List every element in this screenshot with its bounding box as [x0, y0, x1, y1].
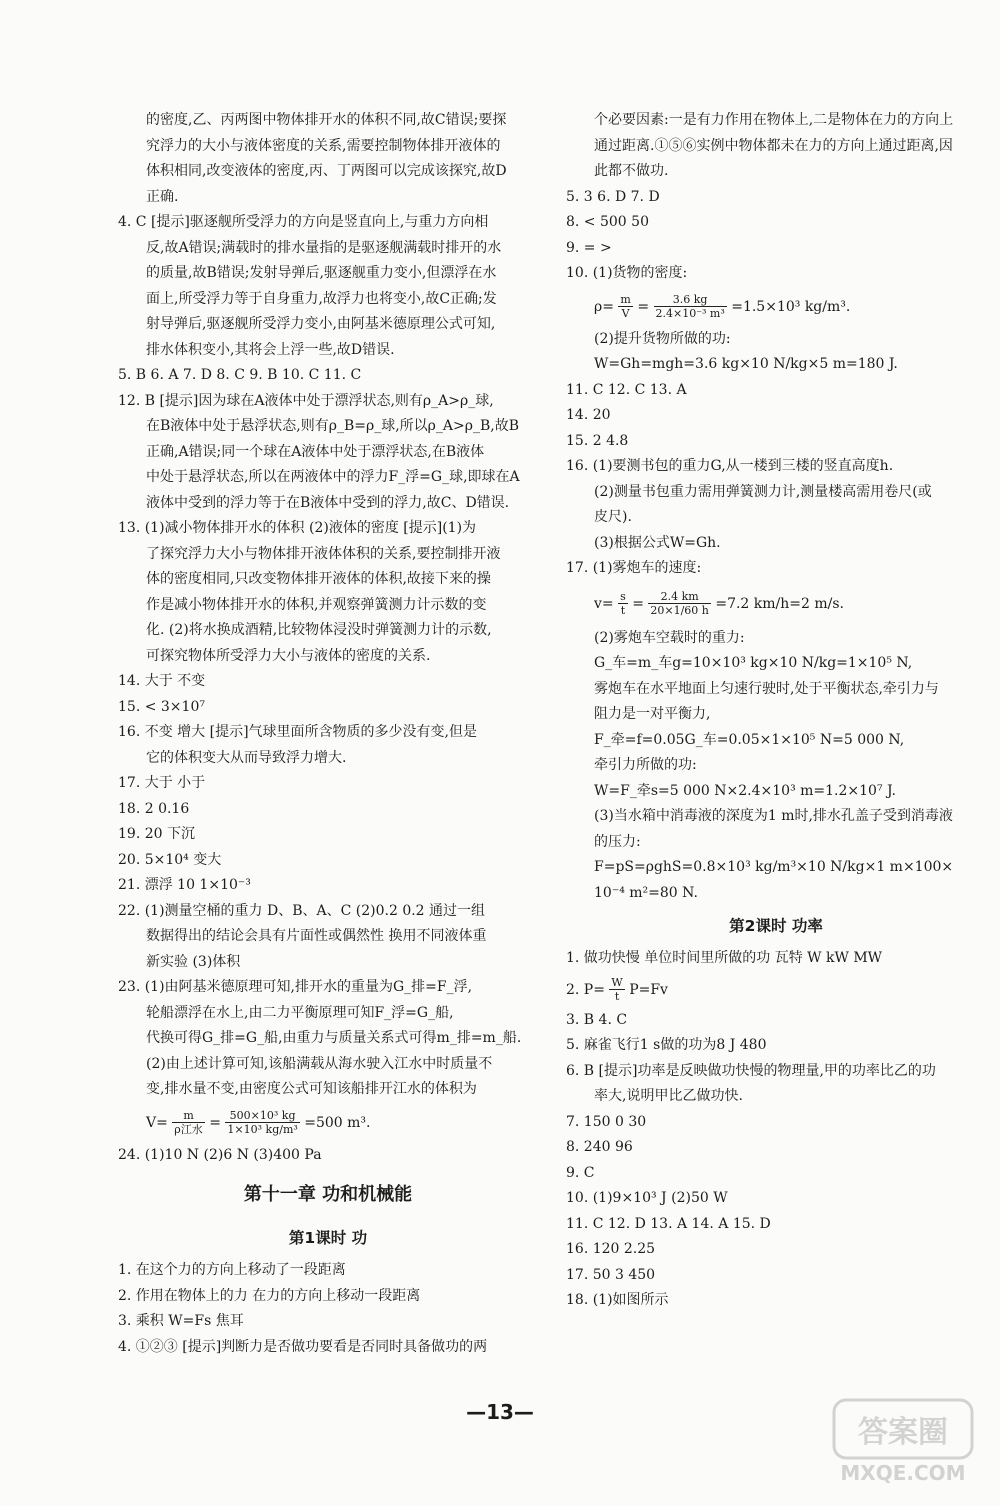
answer-line: 7. 150 0 30: [566, 1113, 647, 1130]
text-line: 它的体积变大从而导致浮力增大.: [146, 749, 347, 766]
answer-line: 18. 2 0.16: [118, 800, 190, 817]
text-line: (2)雾炮车空载时的重力:: [594, 629, 745, 646]
right-block-d: [566, 1008, 986, 1314]
text-line: (2)由上述计算可知,该船满载从海水驶入江水中时质量不: [146, 1055, 493, 1072]
text-line: 率大,说明甲比乙做功快.: [594, 1088, 743, 1104]
answer-line: 5. 3 6. D 7. D: [566, 188, 660, 205]
numerator: W: [611, 976, 623, 989]
formula-density: [566, 287, 986, 327]
answer-line: 19. 20 下沉: [118, 826, 195, 842]
text-line: F_牵=f=0.05G_车=0.05×1×10⁵ N=5 000 N,: [594, 731, 905, 748]
text-line: (3)根据公式W=Gh.: [594, 534, 721, 551]
text-line: G_车=m_车g=10×10³ kg×10 N/kg=1×10⁵ N,: [594, 655, 913, 671]
answer-line: 5. B 6. A 7. D 8. C 9. B 10. C 11. C: [118, 367, 362, 383]
fraction: [172, 1109, 204, 1136]
text-line: 阻力是一对平衡力,: [594, 706, 711, 722]
text-line: W=Gh=mgh=3.6 kg×10 N/kg×5 m=180 J.: [594, 356, 898, 372]
answer-line: 22. (1)测量空桶的重力 D、B、A、C (2)0.2 0.2 通过一组: [118, 902, 486, 919]
text-line: 雾炮车在水平地面上匀速行驶时,处于平衡状态,牵引力与: [594, 680, 939, 697]
fraction: [654, 293, 727, 320]
formula-text: 2. P=: [566, 981, 605, 998]
formula-text: v=: [594, 595, 614, 612]
left-block-b: [118, 210, 538, 1103]
numerator: 500×10³ kg: [225, 1109, 299, 1123]
text-line: 通过距离.①⑤⑥实例中物体都未在力的方向上通过距离,因: [594, 137, 953, 154]
answer-line: 4. C [提示]驱逐舰所受浮力的方向是竖直向上,与重力方向相: [118, 214, 489, 230]
text-line: 正确.: [146, 188, 179, 205]
numerator: 2.4 km: [648, 590, 711, 604]
text-line: 正确,A错误;同一个球在A液体中处于漂浮状态,在B液体: [146, 443, 485, 460]
answer-line: 20. 5×10⁴ 变大: [118, 851, 222, 868]
formula-power: [566, 972, 986, 1008]
svg-text:答案圈: 答案圈: [858, 1415, 948, 1450]
text-line: (2)提升货物所做的功:: [594, 330, 731, 347]
fraction: [618, 293, 632, 320]
fraction: [648, 590, 711, 617]
answer-line: 16. 不变 增大 [提示]气球里面所含物质的多少没有变,但是: [118, 724, 477, 740]
answer-line: 16. (1)要测书包的重力G,从一楼到三楼的竖直高度h.: [566, 458, 894, 474]
text-line: 射导弹后,驱逐舰所受浮力变小,由阿基米德原理公式可知,: [146, 316, 496, 332]
text-line: F=pS=ρghS=0.8×10³ kg/m³×10 N/kg×1 m×100×: [594, 859, 954, 875]
watermark-logo: [828, 1396, 978, 1488]
text-line: 个必要因素:一是有力作用在物体上,二是物体在力的方向上: [594, 112, 954, 128]
formula-text: =1.5×10³ kg/m³.: [731, 298, 851, 315]
formula-text: V=: [146, 1114, 168, 1131]
text-line: 此都不做功.: [594, 163, 669, 179]
answer-line: 9. C: [566, 1164, 595, 1181]
answer-line: 15. 2 4.8: [566, 432, 629, 449]
answer-line: 1. 在这个力的方向上移动了一段距离: [118, 1262, 346, 1278]
right-block-c: [566, 626, 986, 907]
formula-text: =7.2 km/h=2 m/s.: [715, 595, 844, 612]
text-line: 代换可得G_排=G_船,由重力与质量关系式可得m_排=m_船.: [146, 1030, 522, 1046]
denominator: ρ江水: [174, 1123, 203, 1136]
text-line: 体的密度相同,只改变物体排开液体的体积,故接下来的操: [146, 571, 491, 587]
text-line: 作是减小物体排开水的体积,并观察弹簧测力计示数的变: [146, 596, 487, 613]
answer-line: 17. 大于 小于: [118, 775, 206, 791]
denominator: t: [620, 604, 626, 617]
answer-line: 10. (1)9×10³ J (2)50 W: [566, 1190, 728, 1206]
text-line: W=F_牵s=5 000 N×2.4×10³ m=1.2×10⁷ J.: [594, 782, 896, 799]
answer-line: 3. B 4. C: [566, 1011, 628, 1028]
fraction: [225, 1109, 299, 1136]
answer-line: 14. 20: [566, 407, 611, 423]
formula-text: =: [632, 595, 644, 612]
fraction: [618, 590, 628, 617]
answer-line: 16. 120 2.25: [566, 1241, 656, 1257]
answer-line: 23. (1)由阿基米德原理可知,排开水的重量为G_排=F_浮,: [118, 979, 473, 995]
answer-line: 15. < 3×10⁷: [118, 698, 205, 715]
text-line: 反,故A错误;满载时的排水量指的是驱逐舰满载时排开的水: [146, 239, 502, 256]
lesson-title: 第2课时 功率: [729, 917, 823, 935]
numerator: s: [620, 590, 626, 603]
denominator: 1×10³ kg/m³: [227, 1123, 298, 1136]
chapter-title: 第十一章 功和机械能: [243, 1184, 413, 1205]
text-line: 面上,所受浮力等于自身重力,故浮力也将变小,故C正确;发: [146, 290, 497, 307]
text-line: 变,排水量不变,由密度公式可知该船排开江水的体积为: [146, 1081, 477, 1097]
answer-line: 3. 乘积 W=Fs 焦耳: [118, 1313, 244, 1329]
denominator: t: [614, 990, 620, 1003]
answer-line: 4. ①②③ [提示]判断力是否做功要看是否同时具备做功的两: [118, 1338, 488, 1355]
answer-line: 21. 漂浮 10 1×10⁻³: [118, 877, 251, 893]
text-line: 的质量,故B错误;发射导弹后,驱逐舰重力变小,但漂浮在水: [146, 265, 497, 281]
text-line: (3)当水箱中消毒液的深度为1 m时,排水孔盖子受到消毒液: [594, 808, 953, 824]
text-line: 究浮力的大小与液体密度的关系,需要控制物体排开液体的: [146, 137, 501, 154]
right-column: [566, 108, 986, 1314]
right-block-a: [566, 108, 986, 287]
text-line: 轮船漂浮在水上,由二力平衡原理可知F_浮=G_船,: [146, 1004, 454, 1021]
answer-line: 13. (1)减小物体排开水的体积 (2)液体的密度 [提示](1)为: [118, 520, 477, 536]
text-line: 的密度,乙、丙两图中物体排开水的体积不同,故C错误;要探: [146, 112, 507, 128]
answer-line: 1. 做功快慢 单位时间里所做的功 瓦特 W kW MW: [566, 950, 883, 966]
answer-line: 14. 大于 不变: [118, 673, 206, 689]
answer-line: 17. (1)雾炮车的速度:: [566, 560, 702, 576]
answer-line: 8. 240 96: [566, 1139, 633, 1155]
formula-text: =: [209, 1114, 221, 1131]
answer-line: 18. (1)如图所示: [566, 1292, 669, 1308]
formula-speed: [566, 582, 986, 626]
formula-text: =: [637, 298, 650, 315]
svg-text:MXQE.COM: MXQE.COM: [840, 1461, 966, 1485]
answer-line: 12. B [提示]因为球在A液体中处于漂浮状态,则有ρ_A>ρ_球,: [118, 392, 494, 409]
denominator: V: [621, 307, 630, 320]
denominator: 20×1/60 h: [650, 604, 709, 617]
text-line: (2)测量书包重力需用弹簧测力计,测量楼高需用卷尺(或: [594, 483, 932, 500]
text-line: 牵引力所做的功:: [594, 757, 697, 773]
text-line: 了探究浮力大小与物体排开液体体积的关系,要控制排开液: [146, 545, 501, 562]
text-line: 中处于悬浮状态,所以在两液体中的浮力F_浮=G_球,即球在A: [146, 469, 520, 485]
text-line: 体积相同,改变液体的密度,丙、丁两图可以完成该探究,故D: [146, 163, 507, 179]
text-line: 可探究物体所受浮力大小与液体的密度的关系.: [146, 647, 431, 664]
text-line: 新实验 (3)体积: [146, 953, 241, 970]
formula-text: P=Fv: [629, 981, 668, 998]
answer-line: 11. C 12. C 13. A: [566, 381, 687, 398]
answer-line: 10. (1)货物的密度:: [566, 265, 688, 281]
lesson-title: 第1课时 功: [288, 1229, 368, 1247]
text-line: 数据得出的结论会具有片面性或偶然性 换用不同液体重: [146, 928, 487, 944]
formula-volume: [118, 1103, 538, 1143]
text-line: 在B液体中处于悬浮状态,则有ρ_B=ρ_球,所以ρ_A>ρ_B,故B: [146, 418, 519, 434]
left-column: [118, 108, 538, 1360]
text-line: 排水体积变小,其将会上浮一些,故D错误.: [146, 341, 395, 358]
page-number: —13—: [466, 1400, 534, 1424]
formula-text: ρ=: [594, 298, 614, 315]
answer-line: 5. 麻雀飞行1 s做的功为8 J 480: [566, 1037, 767, 1053]
answer-line: 2. 作用在物体上的力 在力的方向上移动一段距离: [118, 1287, 421, 1304]
answer-line: 9. = >: [566, 239, 612, 256]
right-block-b: [566, 327, 986, 582]
numerator: m: [620, 293, 631, 306]
answer-line: 6. B [提示]功率是反映做功快慢的物理量,甲的功率比乙的功: [566, 1062, 936, 1079]
answer-line: 8. < 500 50: [566, 214, 649, 230]
numerator: m: [172, 1109, 204, 1123]
text-line: 的压力:: [594, 833, 641, 850]
denominator: 2.4×10⁻³ m³: [655, 307, 725, 320]
fraction: [609, 976, 624, 1003]
left-block-a: [118, 108, 538, 210]
text-line: 液体中受到的浮力等于在B液体中受到的浮力,故C、D错误.: [146, 494, 510, 511]
text-line: 皮尺).: [594, 509, 632, 525]
text-line: 化. (2)将水换成酒精,比较物体浸没时弹簧测力计的示数,: [146, 622, 492, 638]
text-line: 10⁻⁴ m²=80 N.: [594, 884, 698, 901]
formula-text: =500 m³.: [304, 1114, 371, 1131]
left-block-c: [118, 1258, 538, 1360]
answer-line: 17. 50 3 450: [566, 1266, 656, 1283]
answer-line: 11. C 12. D 13. A 14. A 15. D: [566, 1215, 771, 1232]
answer-line: 24. (1)10 N (2)6 N (3)400 Pa: [118, 1146, 322, 1163]
numerator: 3.6 kg: [654, 293, 727, 307]
